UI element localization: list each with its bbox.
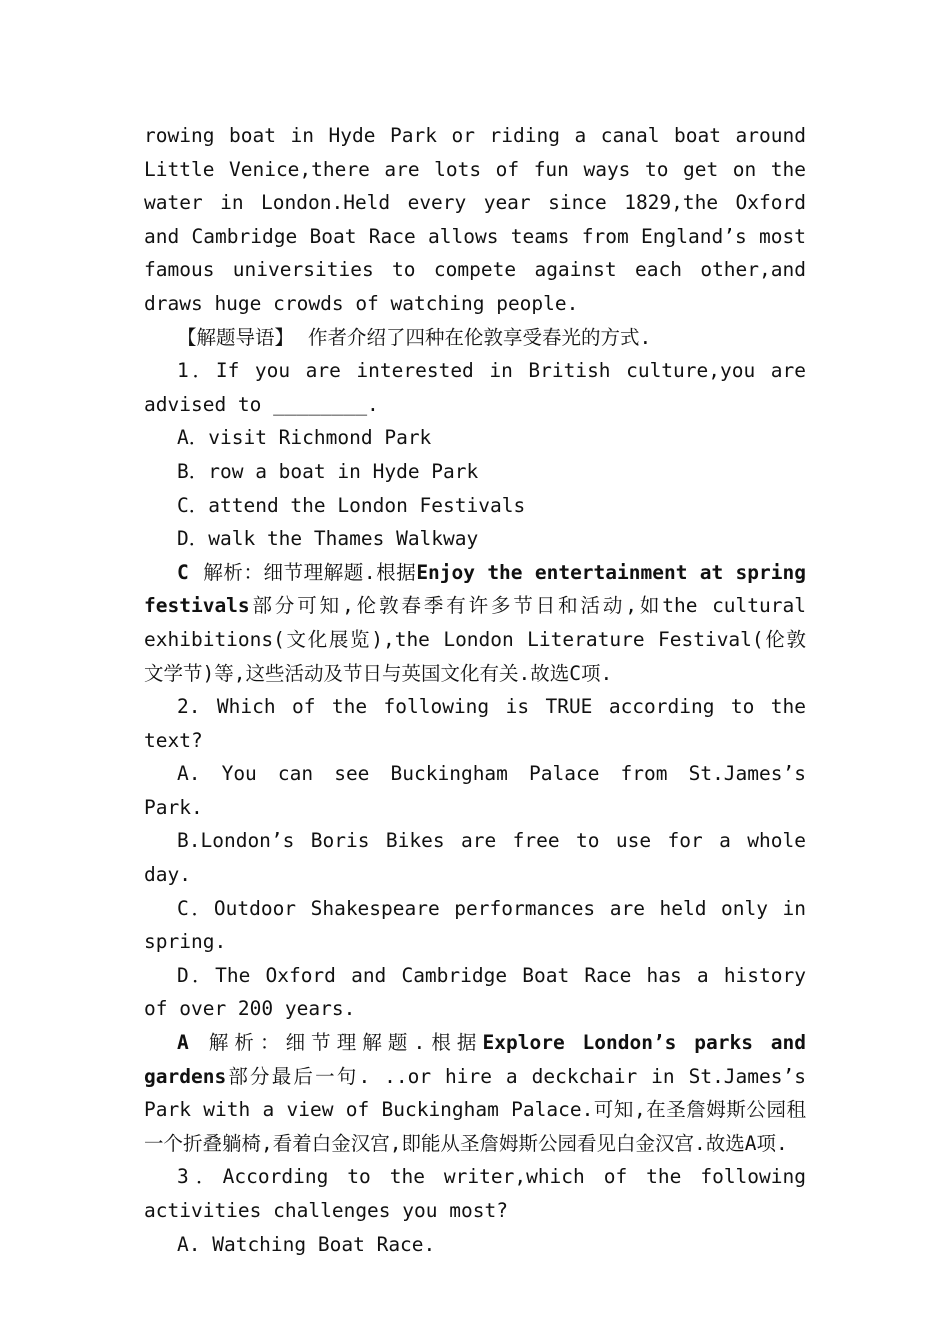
question-2-option-c: C．Outdoor Shakespeare performances are held only in spring. — [144, 896, 806, 954]
answer-keyphrase: Enjoy the entertainment at spring festivals — [144, 560, 807, 618]
question-1-stem: 1．If you are interested in British culture,you are advised to ________. — [144, 359, 806, 416]
question-2-option-b: B.London’s Boris Bikes are free to use for a whole day. — [144, 829, 806, 887]
question-1-answer — [144, 556, 806, 690]
question-1-option-c: C．attend the London Festivals — [177, 493, 526, 517]
question-2-option-a: A. You can see Buckingham Palace from St.James’s Park. — [144, 762, 806, 819]
answer-letter: A — [177, 1031, 189, 1055]
question-2-option-d: D．The Oxford and Cambridge Boat Race has a history of over 200 years. — [144, 963, 806, 1021]
guide-label: 【解题导语】 — [177, 325, 295, 349]
answer-prefix: 解析：细节理解题.根据 — [202, 1031, 483, 1055]
answer-explanation: 部分最后一句. ..or hire a deckchair in St.James’s Park with a view of Buckingham Palace.可知,在圣詹姆斯公园租一个折叠躺椅,看着白金汉宫,即能从圣詹姆斯公园看见白金汉宫.故选A项. — [144, 1064, 806, 1155]
question-2-stem: 2. Which of the following is TRUE according to the text? — [144, 695, 806, 752]
question-3-stem: 3．According to the writer,which of the following activities challenges you most? — [144, 1165, 806, 1222]
question-1-option-a: A．visit Richmond Park — [177, 426, 432, 450]
solution-guide — [144, 321, 806, 355]
answer-keyphrase: Explore London’s parks and gardens — [144, 1031, 806, 1088]
answer-explanation: 部分可知,伦敦春季有许多节日和活动,如the cultural exhibitions(文化展览),the London Literature Festival(伦敦文学节)等,这些活动及节日与英国文化有关.故选C项. — [144, 594, 806, 685]
answer-letter: C — [177, 560, 189, 584]
guide-text: 作者介绍了四种在伦敦享受春光的方式. — [308, 325, 652, 349]
question-1-option-b: B．row a boat in Hyde Park — [177, 459, 479, 483]
document-page — [144, 119, 806, 1261]
passage-paragraph: rowing boat in Hyde Park or riding a canal boat around Little Venice,there are lots of fun ways to get on the water in London.Held every year since 1829,the Oxford and Cambridge Boat Race allows teams from England’s most famous universities to compete against each other,and draws huge crowds of watching people. — [144, 124, 806, 315]
question-1-option-d: D．walk the Thames Walkway — [177, 527, 479, 551]
question-2-answer — [144, 1026, 806, 1160]
answer-prefix: 解析：细节理解题.根据 — [202, 560, 417, 584]
question-3-option-a: A. Watching Boat Race. — [177, 1232, 436, 1256]
